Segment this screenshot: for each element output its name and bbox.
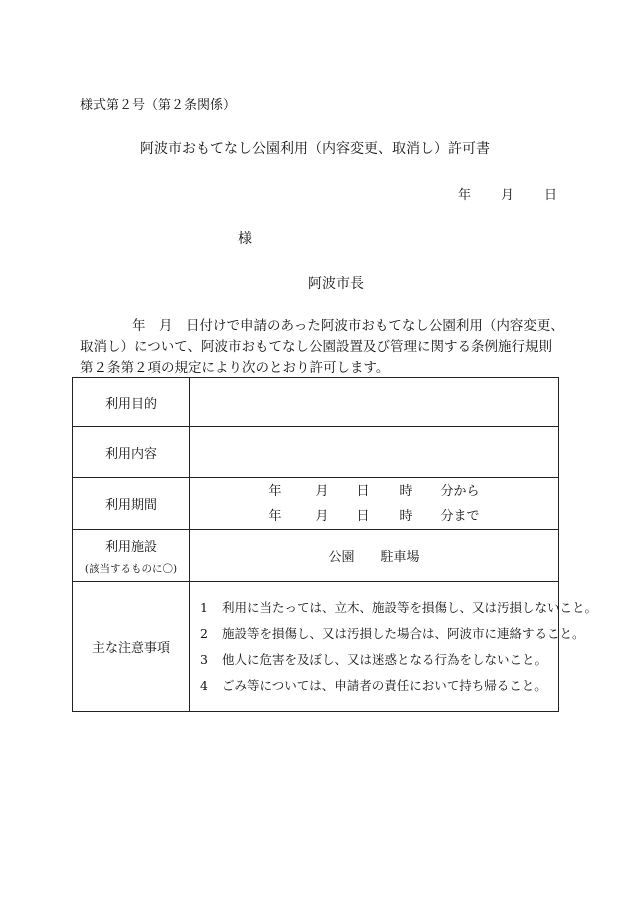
- note-text: 利用に当たっては、立木、施設等を損傷し、又は汚損しないこと。: [222, 599, 598, 615]
- row-notes: [73, 582, 559, 712]
- to-year: 年: [268, 508, 282, 524]
- date-year: 年: [458, 188, 472, 203]
- note-number: 1: [200, 599, 208, 615]
- statement-line-2: 取消し）について、阿波市おもてなし公園設置及び管理に関する条例施行規則: [80, 339, 552, 355]
- to-minute-suffix: 分まで: [440, 508, 480, 524]
- period-from: [190, 479, 558, 504]
- date-month: 月: [501, 188, 515, 203]
- statement-line-1: 年 月 日付けで申請のあった阿波市おもてなし公園利用（内容変更、: [132, 318, 564, 334]
- permit-table: [72, 377, 598, 712]
- document-title: 阿波市おもてなし公園利用（内容変更、取消し）許可書: [140, 141, 490, 157]
- row-purpose: [73, 378, 559, 427]
- note-item: [200, 621, 585, 647]
- statement-line-3: 第２条第２項の規定により次のとおり許可します。: [80, 360, 390, 376]
- period-label: 利用期間: [73, 478, 190, 530]
- note-item: [200, 595, 598, 621]
- facility-parking: 駐車場: [380, 550, 420, 565]
- row-facility: [73, 530, 559, 582]
- to-hour: 時: [399, 508, 413, 524]
- facility-options: [190, 530, 559, 582]
- notes-label: 主な注意事項: [73, 582, 190, 712]
- from-minute-suffix: 分から: [440, 483, 480, 499]
- note-number: 2: [200, 625, 208, 641]
- from-year: 年: [268, 483, 282, 499]
- period-to: [190, 504, 558, 529]
- issuer: 阿波市長: [308, 276, 364, 292]
- notes-list: [190, 582, 598, 712]
- note-number: 3: [200, 651, 208, 667]
- purpose-value: [190, 378, 559, 427]
- from-hour: 時: [399, 483, 413, 499]
- issue-date: [458, 184, 557, 203]
- note-text: 施設等を損傷し、又は汚損した場合は、阿波市に連絡すること。: [222, 625, 585, 641]
- from-month: 月: [315, 483, 329, 499]
- addressee-suffix: 様: [238, 231, 252, 247]
- purpose-label: 利用目的: [73, 378, 190, 427]
- note-text: 他人に危害を及ぼし、又は迷惑となる行為をしないこと。: [222, 651, 548, 667]
- form-number: 様式第２号（第２条関係）: [80, 98, 237, 113]
- facility-note: (該当するものに〇): [84, 562, 178, 575]
- permit-statement: [80, 316, 564, 379]
- content-value: [190, 427, 559, 478]
- note-item: [200, 673, 558, 699]
- facility-park: 公園: [328, 550, 355, 565]
- facility-label: 利用施設: [104, 539, 157, 555]
- date-day: 日: [544, 188, 558, 203]
- period-value: [190, 478, 559, 530]
- facility-label-cell: [73, 530, 190, 582]
- note-text: ごみ等については、申請者の責任において持ち帰ること。: [222, 677, 547, 693]
- note-number: 4: [200, 677, 208, 693]
- from-day: 日: [356, 483, 370, 499]
- note-item: [200, 647, 558, 673]
- content-label: 利用内容: [73, 427, 190, 478]
- row-content: [73, 427, 559, 478]
- to-month: 月: [315, 508, 329, 524]
- row-period: [73, 478, 559, 530]
- to-day: 日: [356, 508, 370, 524]
